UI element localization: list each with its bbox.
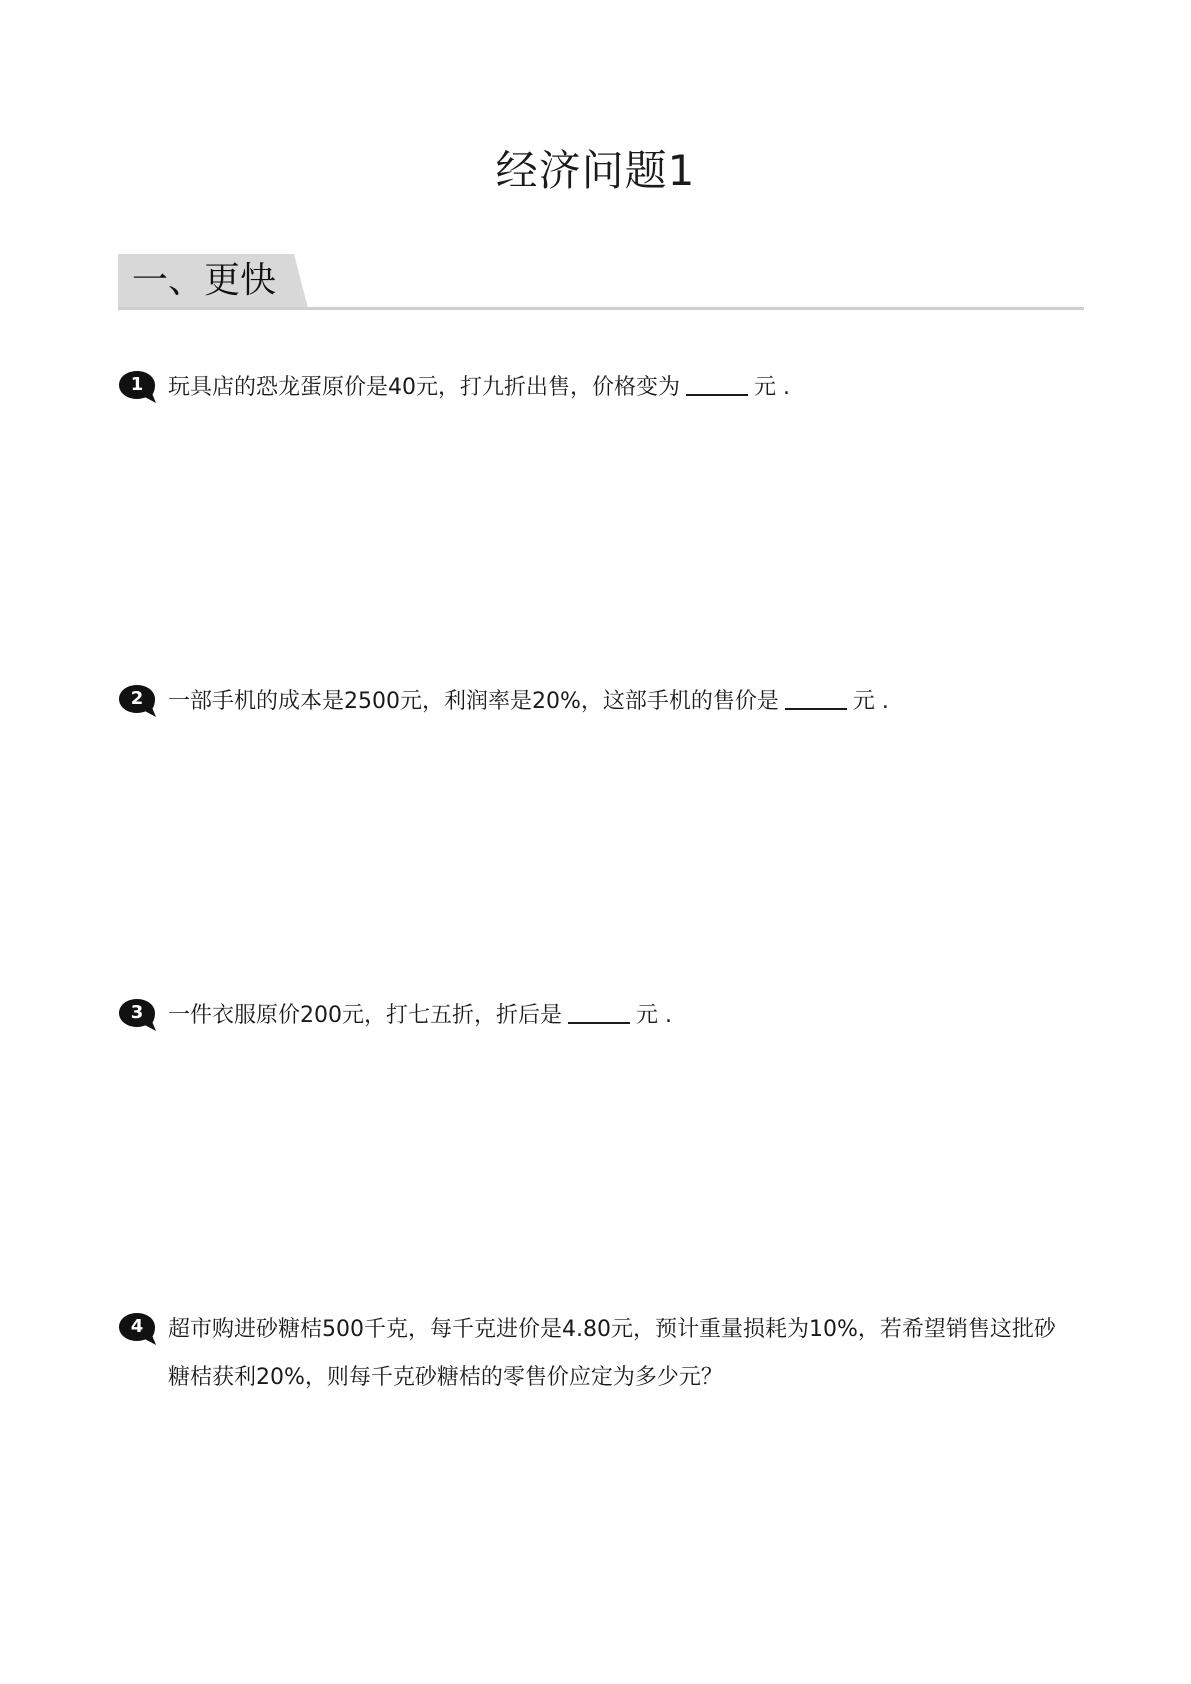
- page-title: 经济问题1: [495, 146, 696, 195]
- answer-blank[interactable]: [686, 376, 748, 396]
- section-label: 一、更快: [132, 260, 277, 301]
- question-number-badge: [118, 998, 160, 1034]
- section-header: [118, 254, 1084, 310]
- question-unit: 元 .: [636, 1003, 672, 1028]
- question-stem: 一部手机的成本是2500元，利润率是20%，这部手机的售价是: [168, 689, 779, 714]
- question-text: 超市购进砂糖桔500千克，每千克进价是4.80元，预计重量损耗为10%，若希望销售这批砂糖桔获利20%，则每千克砂糖桔的零售价应定为多少元？: [168, 1317, 1056, 1390]
- question-number-badge: [118, 684, 160, 720]
- question-unit: 元 .: [852, 689, 889, 714]
- question-number: 3: [130, 1002, 144, 1023]
- question-number: 1: [130, 374, 144, 395]
- question-number: 2: [130, 688, 144, 709]
- question-text: [168, 992, 1068, 1040]
- question-number-badge: [118, 1312, 160, 1348]
- question-unit: 元 .: [754, 375, 790, 400]
- section-divider: [118, 307, 1084, 310]
- answer-blank[interactable]: [568, 1004, 630, 1024]
- question-number-badge: [118, 370, 160, 406]
- question-stem: 一件衣服原价200元，打七五折，折后是: [168, 1003, 562, 1028]
- question-text: [168, 678, 1068, 726]
- question-stem: 玩具店的恐龙蛋原价是40元，打九折出售，价格变为: [168, 375, 680, 400]
- question-number: 4: [130, 1316, 144, 1337]
- answer-blank[interactable]: [785, 690, 847, 710]
- question-text: [168, 364, 1068, 412]
